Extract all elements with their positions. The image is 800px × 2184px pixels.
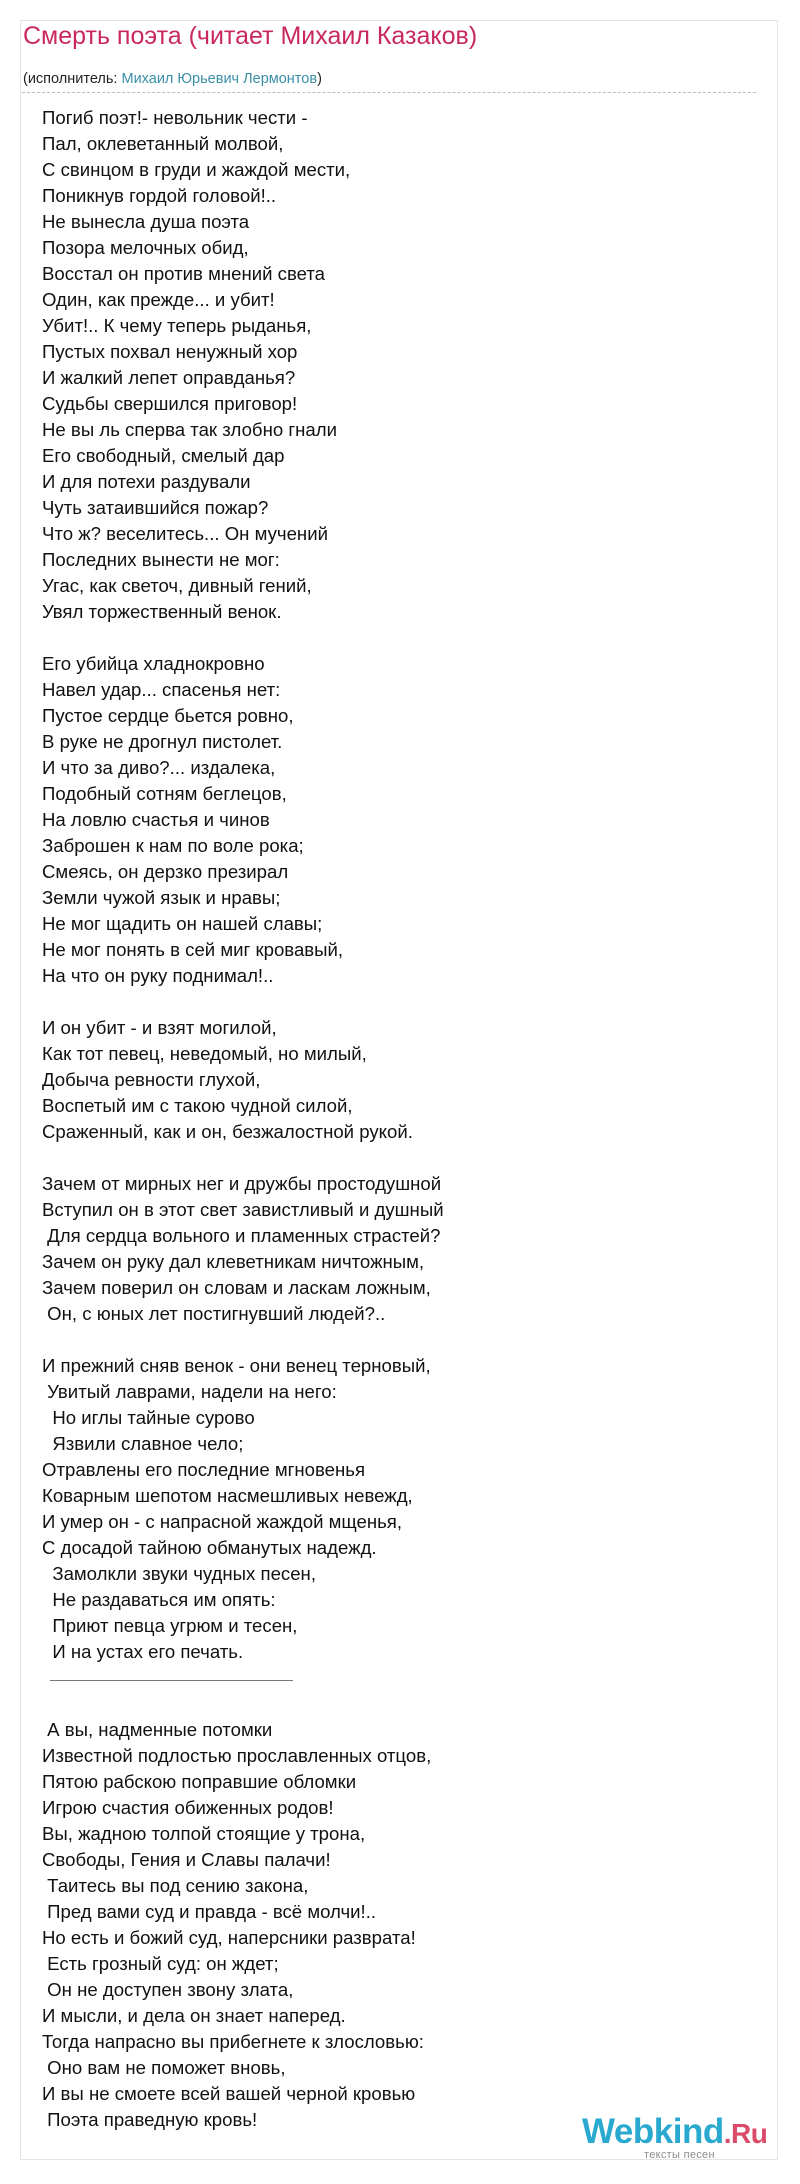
- lyric-line: Вы, жадною толпой стоящие у трона,: [42, 1823, 366, 1844]
- header-divider: [22, 92, 756, 93]
- lyric-line: Угас, как светоч, дивный гений,: [42, 575, 312, 596]
- performer-suffix: ): [317, 71, 322, 87]
- lyric-line: И жалкий лепет оправданья?: [42, 367, 296, 388]
- logo-web-text: Web: [582, 2112, 654, 2151]
- lyric-line: Поэта праведную кровь!: [42, 2109, 258, 2130]
- lyric-line: Зачем от мирных нег и дружбы простодушной: [42, 1173, 442, 1194]
- lyric-line: Пред вами суд и правда - всё молчи!..: [42, 1901, 377, 1922]
- stanza-break: [42, 625, 762, 651]
- lyric-line: Отравлены его последние мгновенья: [42, 1459, 366, 1480]
- lyric-line: Воспетый им с такою чудной силой,: [42, 1095, 353, 1116]
- logo-ru-text: .Ru: [723, 2118, 768, 2149]
- stanza-break: [42, 1327, 762, 1353]
- lyric-line: Не мог понять в сей миг кровавый,: [42, 939, 344, 960]
- lyric-line: Не вынесла душа поэта: [42, 211, 250, 232]
- lyric-line: Его убийца хладнокровно: [42, 653, 265, 674]
- performer-prefix: (исполнитель:: [23, 71, 122, 87]
- lyric-line: Пустое сердце бьется ровно,: [42, 705, 294, 726]
- lyric-line: Приют певца угрюм и тесен,: [42, 1615, 298, 1636]
- performer-line: [23, 70, 322, 88]
- lyric-line: Не раздаваться им опять:: [42, 1589, 276, 1610]
- lyric-line: Пал, оклеветанный молвой,: [42, 133, 284, 154]
- logo-wordmark: [582, 2112, 767, 2151]
- lyric-line: Погиб поэт!- невольник чести -: [42, 107, 308, 128]
- lyric-line: На что он руку поднимал!..: [42, 965, 274, 986]
- lyric-line: Как тот певец, неведомый, но милый,: [42, 1043, 367, 1064]
- logo-kind-text: kind: [653, 2112, 724, 2151]
- stanza-break: [42, 989, 762, 1015]
- lyric-line: И умер он - с напрасной жаждой мщенья,: [42, 1511, 403, 1532]
- lyric-line: На ловлю счастья и чинов: [42, 809, 270, 830]
- lyric-line: Увитый лаврами, надели на него:: [42, 1381, 337, 1402]
- lyric-line: Его свободный, смелый дар: [42, 445, 285, 466]
- lyric-line: И для потехи раздували: [42, 471, 251, 492]
- lyric-line: Свободы, Гения и Славы палачи!: [42, 1849, 331, 1870]
- lyric-line: Он, с юных лет постигнувший людей?..: [42, 1303, 386, 1324]
- stanza-break: [42, 1145, 762, 1171]
- lyric-line: С свинцом в груди и жаждой мести,: [42, 159, 351, 180]
- logo-subtitle: тексты песен: [644, 2149, 715, 2161]
- lyric-line: Убит!.. К чему теперь рыданья,: [42, 315, 312, 336]
- lyric-line: И прежний сняв венок - они венец терновый,: [42, 1355, 431, 1376]
- lyric-line: И он убит - и взят могилой,: [42, 1017, 277, 1038]
- lyric-line: И на устах его печать.: [42, 1641, 244, 1662]
- lyric-line: Не мог щадить он нашей славы;: [42, 913, 323, 934]
- lyric-line: Земли чужой язык и нравы;: [42, 887, 281, 908]
- lyric-line: Есть грозный суд: он ждет;: [42, 1953, 279, 1974]
- lyrics-text: [42, 105, 762, 2133]
- lyric-line: Коварным шепотом насмешливых невежд,: [42, 1485, 413, 1506]
- lyric-line: Добыча ревности глухой,: [42, 1069, 261, 1090]
- lyric-line: И что за диво?... издалека,: [42, 757, 276, 778]
- lyric-line: Подобный сотням беглецов,: [42, 783, 287, 804]
- lyric-line: Таитесь вы под сению закона,: [42, 1875, 309, 1896]
- lyric-line: Поникнув гордой головой!..: [42, 185, 277, 206]
- lyric-line: И мысли, и дела он знает наперед.: [42, 2005, 346, 2026]
- lyric-line: И вы не смоете всей вашей черной кровью: [42, 2083, 416, 2104]
- lyric-line: Известной подлостью прославленных отцов,: [42, 1745, 432, 1766]
- lyric-line: Но иглы тайные сурово: [42, 1407, 255, 1428]
- lyric-line: Смеясь, он дерзко презирал: [42, 861, 289, 882]
- lyric-line: Замолкли звуки чудных песен,: [42, 1563, 316, 1584]
- lyric-line: В руке не дрогнул пистолет.: [42, 731, 283, 752]
- lyric-line: Оно вам не поможет вновь,: [42, 2057, 286, 2078]
- lyric-line: Игрою счастия обиженных родов!: [42, 1797, 334, 1818]
- lyric-line: Чуть затаившийся пожар?: [42, 497, 269, 518]
- lyric-line: Судьбы свершился приговор!: [42, 393, 298, 414]
- lyric-line: Восстал он против мнений света: [42, 263, 326, 284]
- lyric-line: Заброшен к нам по воле рока;: [42, 835, 304, 856]
- lyric-line: Позора мелочных обид,: [42, 237, 249, 258]
- lyric-line: С досадой тайною обманутых надежд.: [42, 1537, 377, 1558]
- lyric-line: Вступил он в этот свет завистливый и душный: [42, 1199, 444, 1220]
- lyric-line: Увял торжественный венок.: [42, 601, 282, 622]
- lyric-line: А вы, надменные потомки: [42, 1719, 273, 1740]
- lyric-line: Сраженный, как и он, безжалостной рукой.: [42, 1121, 413, 1142]
- lyric-line: Он не доступен звону злата,: [42, 1979, 294, 2000]
- lyric-line: Пятою рабскою поправшие обломки: [42, 1771, 357, 1792]
- lyric-line: Не вы ль сперва так злобно гнали: [42, 419, 337, 440]
- lyric-line: Для сердца вольного и пламенных страстей?: [42, 1225, 441, 1246]
- stanza-break: [42, 1691, 762, 1717]
- lyric-line: Зачем он руку дал клеветникам ничтожным,: [42, 1251, 425, 1272]
- lyric-line: Последних вынести не мог:: [42, 549, 280, 570]
- lyric-line: Пустых похвал ненужный хор: [42, 341, 298, 362]
- lyric-line: Навел удар... спасенья нет:: [42, 679, 281, 700]
- lyric-line: Но есть и божий суд, наперсники разврата!: [42, 1927, 416, 1948]
- lyric-line: Тогда напрасно вы прибегнете к злословью:: [42, 2031, 424, 2052]
- performer-link[interactable]: Михаил Юрьевич Лермонтов: [121, 71, 318, 87]
- lyric-line: Один, как прежде... и убит!: [42, 289, 275, 310]
- lyric-line: Язвили славное чело;: [42, 1433, 244, 1454]
- song-title: Смерть поэта (читает Михаил Казаков): [23, 22, 478, 50]
- separator-rule: [42, 1665, 762, 1691]
- lyric-line: Зачем поверил он словам и ласкам ложным,: [42, 1277, 431, 1298]
- webkind-logo[interactable]: [582, 2112, 768, 2161]
- lyric-line: Что ж? веселитесь... Он мучений: [42, 523, 328, 544]
